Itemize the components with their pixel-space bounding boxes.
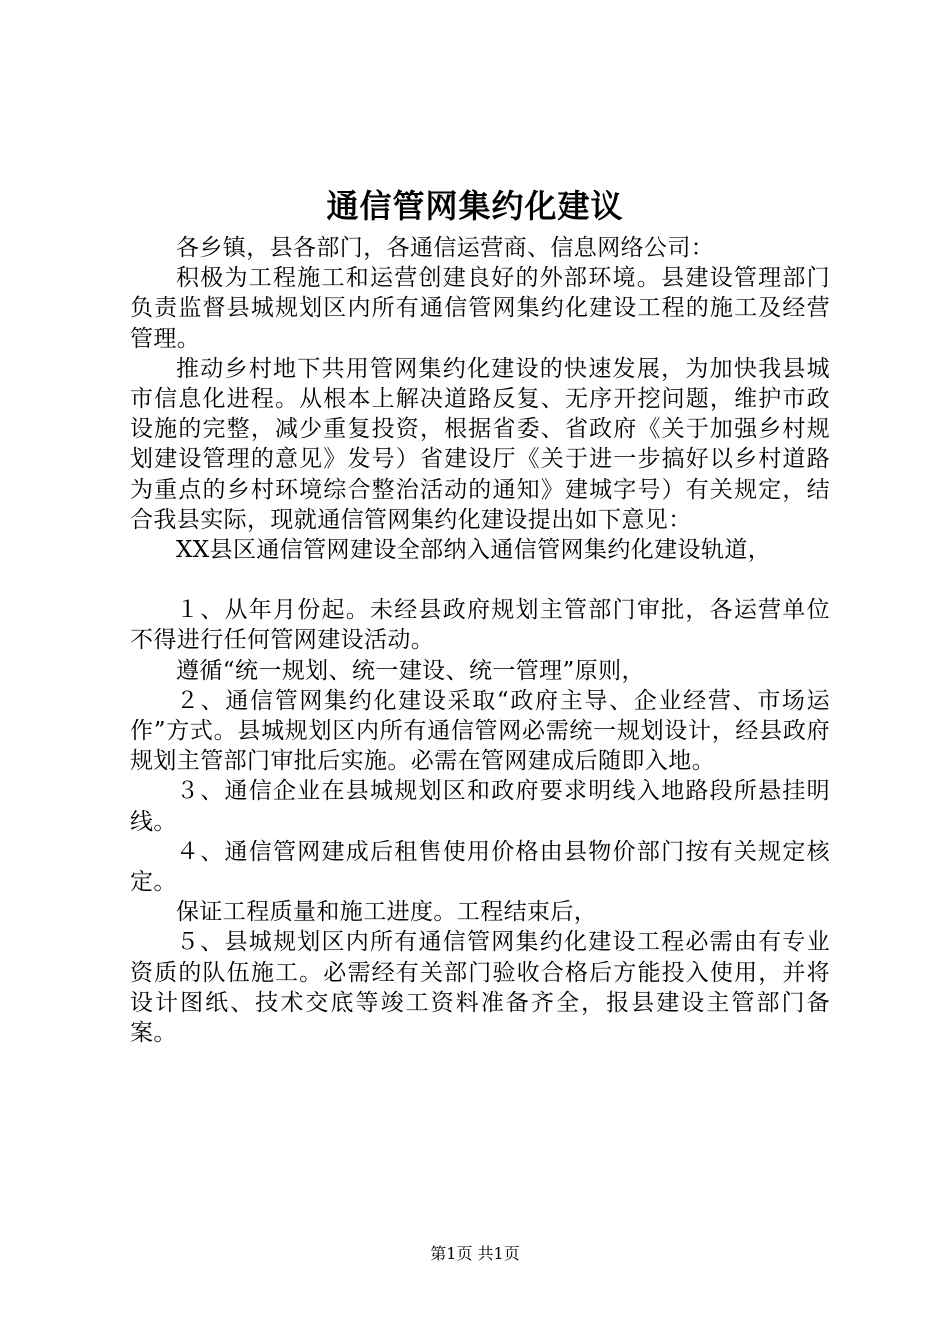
numbered-paragraph: ３、通信企业在县城规划区和政府要求明线入地路段所悬挂明线。 <box>130 778 830 835</box>
numbered-paragraph: ２、通信管网集约化建设采取“政府主导、企业经营、市场运作”方式。县城规划区内所有通信管网必需统一规划设计，经县政府规划主管部门审批后实施。必需在管网建成后随即入地。 <box>130 687 830 775</box>
page-title: 通信管网集约化建议 <box>326 187 624 225</box>
numbered-paragraph: １、从年月份起。未经县政府规划主管部门审批，各运营单位不得进行任何管网建设活动。 <box>130 597 830 654</box>
page-footer: 第1页 共1页 <box>430 1244 520 1263</box>
salutation: 各乡镇，县各部门，各通信运营商、信息网络公司： <box>176 235 715 261</box>
paragraph: 遵循“统一规划、统一建设、统一管理”原则， <box>176 657 645 684</box>
document-body <box>130 233 830 1048</box>
paragraph: 保证工程质量和施工进度。工程结束后， <box>176 899 598 926</box>
paragraph: 推动乡村地下共用管网集约化建设的快速发展，为加快我县城市信息化进程。从根本上解决道路反复、无序开挖问题，维护市政设施的完整，减少重复投资，根据省委、省政府《关于加强乡村规划建设管理的意见》发号）省建设厅《关于进一步搞好以乡村道路为重点的乡村环境综合整治活动的通知》建城字号）有关规定，结合我县实际，现就通信管网集约化建设提出如下意见： <box>130 355 830 533</box>
numbered-paragraph: ５、县城规划区内所有通信管网集约化建设工程必需由有专业资质的队伍施工。必需经有关部门验收合格后方能投入使用，并将设计图纸、技术交底等竣工资料准备齐全，报县建设主管部门备案。 <box>130 929 830 1047</box>
paragraph: 积极为工程施工和运营创建良好的外部环境。县建设管理部门负责监督县城规划区内所有通信管网集约化建设工程的施工及经营管理。 <box>130 265 830 352</box>
paragraph: XX县区通信管网建设全部纳入通信管网集约化建设轨道， <box>176 537 772 564</box>
numbered-paragraph: ４、通信管网建成后租售使用价格由县物价部门按有关规定核定。 <box>130 838 830 896</box>
